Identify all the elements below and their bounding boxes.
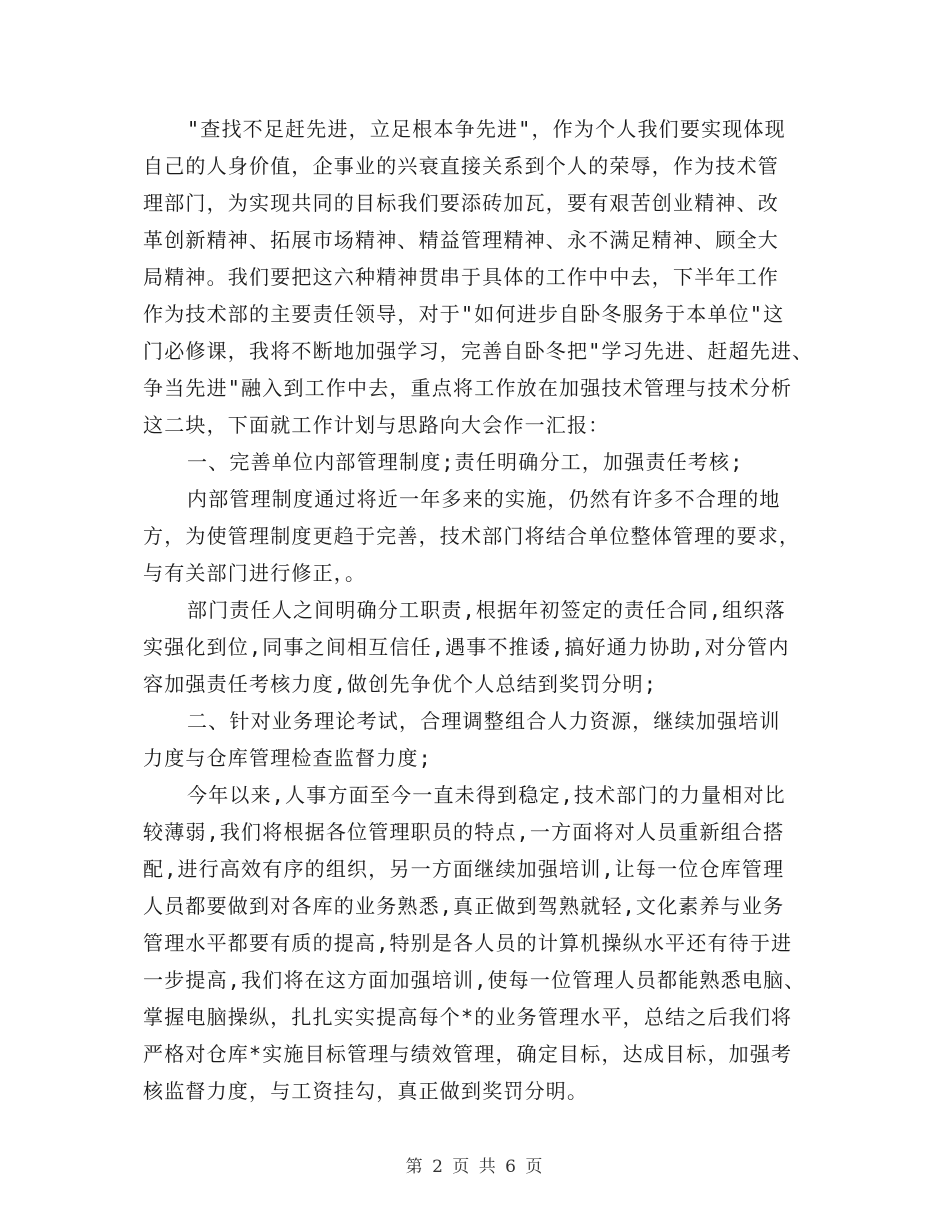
paragraph-3 bbox=[143, 592, 823, 703]
text-line: 今年以来,人事方面至今一直未得到稳定,技术部门的力量相对比 bbox=[187, 783, 786, 807]
document-body bbox=[143, 111, 823, 1110]
text-line: 方，为使管理制度更趋于完善，技术部门将结合单位整体管理的要求， bbox=[143, 524, 801, 548]
text-line: 理部门，为实现共同的目标我们要添砖加瓦，要有艰苦创业精神、改 bbox=[143, 191, 779, 215]
text-line: 门必修课，我将不断地加强学习，完善自卧冬把"学习先进、赶超先进、 bbox=[143, 339, 814, 363]
heading-line: 力度与仓库管理检查监督力度; bbox=[143, 746, 432, 770]
text-line: 实强化到位,同事之间相互信任,遇事不推诿,搞好通力协助,对分管内 bbox=[143, 635, 790, 659]
heading-line: 一、完善单位内部管理制度;责任明确分工，加强责任考核; bbox=[187, 450, 744, 474]
text-line: 自己的人身价值，企事业的兴衰直接关系到个人的荣辱，作为技术管 bbox=[143, 154, 779, 178]
text-line: 一步提高,我们将在这方面加强培训,使每一位管理人员都能熟悉电脑、 bbox=[143, 968, 806, 992]
text-line: "查找不足赶先进，立足根本争先进"，作为个人我们要实现体现 bbox=[187, 117, 786, 141]
text-line: 与有关部门进行修正，。 bbox=[143, 561, 367, 585]
text-line: 掌握电脑操纵，扎扎实实提高每个*的业务管理水平，总结之后我们将 bbox=[143, 1005, 793, 1029]
text-line: 严格对仓库*实施目标管理与绩效管理，确定目标，达成目标，加强考 bbox=[143, 1042, 793, 1066]
text-line: 这二块，下面就工作计划与思路向大会作一汇报： bbox=[143, 413, 610, 437]
text-line: 内部管理制度通过将近一年多来的实施，仍然有许多不合理的地 bbox=[187, 487, 781, 511]
heading-line: 二、针对业务理论考试，合理调整组合人力资源，继续加强培训 bbox=[187, 709, 781, 733]
text-line: 配,进行高效有序的组织，另一方面继续加强培训,让每一位仓库管理 bbox=[143, 857, 785, 881]
text-line: 较薄弱,我们将根据各位管理职员的特点,一方面将对人员重新组合搭 bbox=[143, 820, 785, 844]
text-line: 作为技术部的主要责任领导，对于"如何进步自卧冬服务于本单位"这 bbox=[143, 302, 785, 326]
text-line: 人员都要做到对各库的业务熟悉,真正做到驾熟就轻,文化素养与业务 bbox=[143, 894, 785, 918]
paragraph-1 bbox=[143, 111, 823, 444]
text-line: 局精神。我们要把这六种精神贯串于具体的工作中中去，下半年工作 bbox=[143, 265, 779, 289]
text-line: 容加强责任考核力度,做创先争优个人总结到奖罚分明; bbox=[143, 672, 658, 696]
section-heading-1 bbox=[143, 444, 823, 481]
page-number-footer: 第 2 页 共 6 页 bbox=[405, 1157, 545, 1177]
text-line: 核监督力度，与工资挂勾，真正做到奖罚分明。 bbox=[143, 1079, 589, 1103]
section-heading-2 bbox=[143, 703, 823, 777]
text-line: 争当先进"融入到工作中去，重点将工作放在加强技术管理与技术分析 bbox=[143, 376, 793, 400]
paragraph-2 bbox=[143, 481, 823, 592]
text-line: 部门责任人之间明确分工职责,根据年初签定的责任合同,组织落 bbox=[187, 598, 786, 622]
paragraph-4 bbox=[143, 777, 823, 1110]
text-line: 管理水平都要有质的提高,特别是各人员的计算机操纵水平还有待于进 bbox=[143, 931, 793, 955]
text-line: 革创新精神、拓展市场精神、精益管理精神、永不满足精神、顾全大 bbox=[143, 228, 779, 252]
